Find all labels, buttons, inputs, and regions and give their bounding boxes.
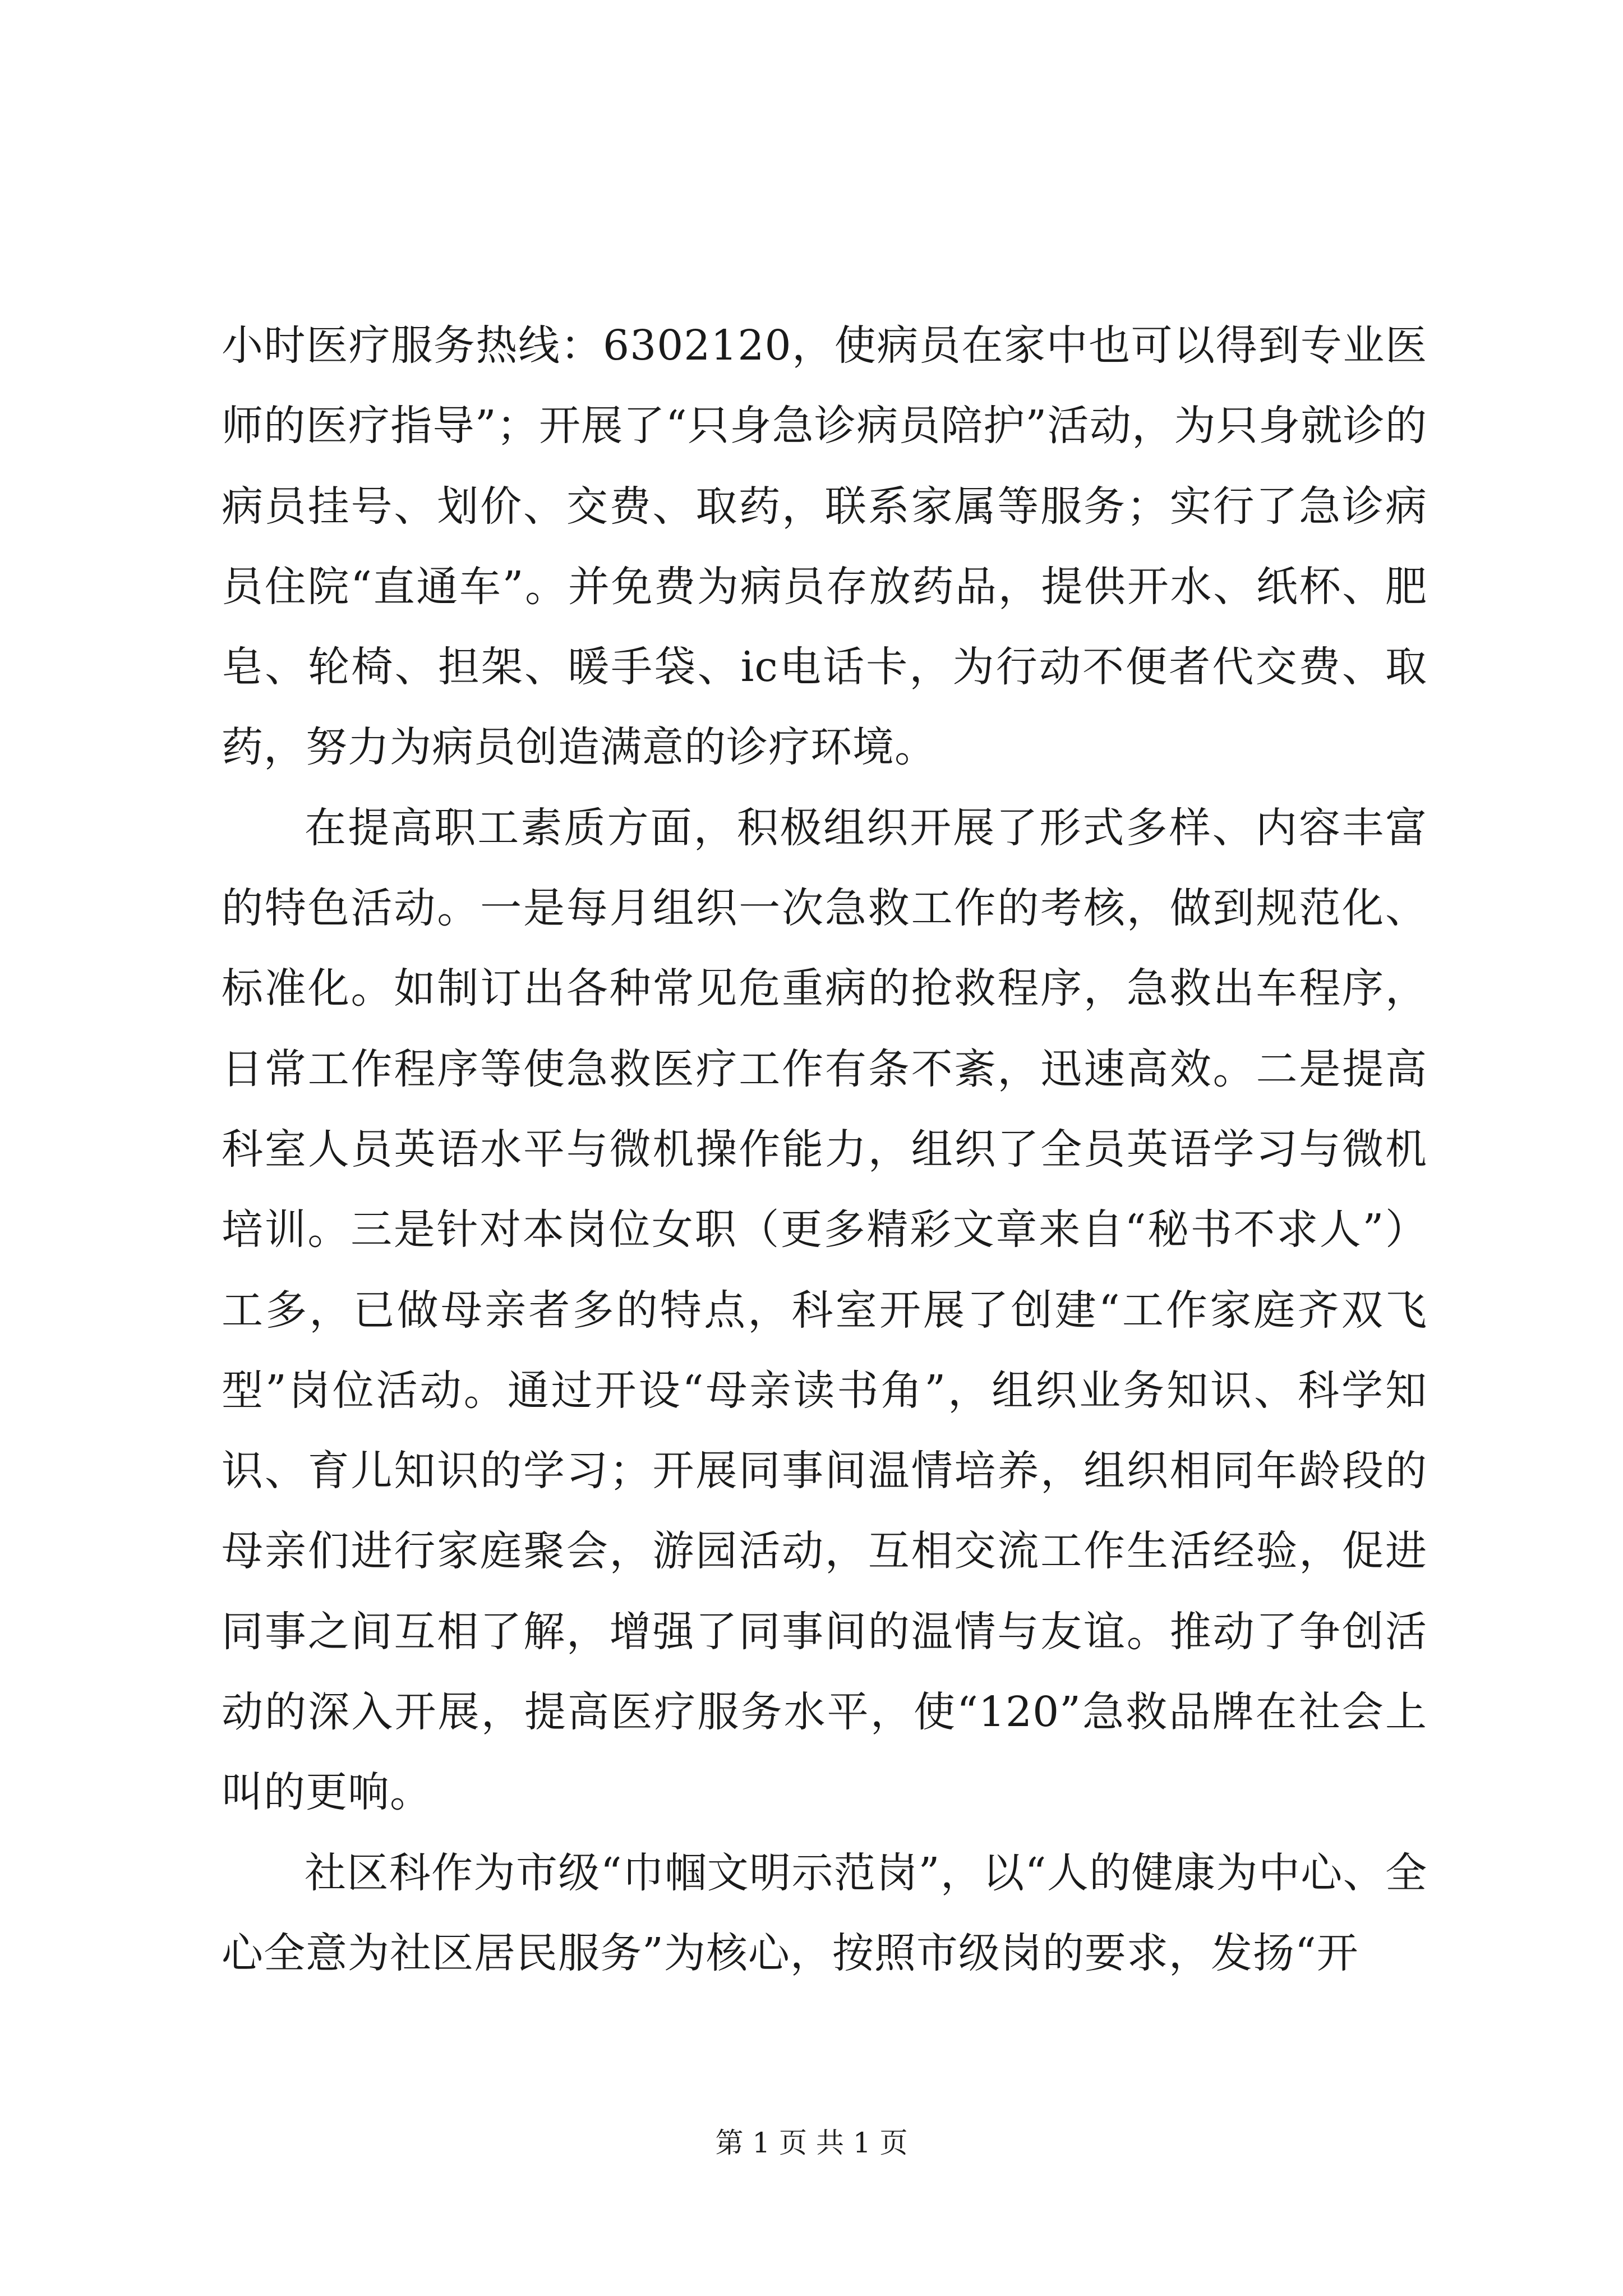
- paragraph-3: 社区科作为市级“巾帼文明示范岗”，以“人的健康为中心、全心全意为社区居民服务”为核心，按照市级岗的要求，发扬“开: [222, 1848, 1427, 1977]
- paragraph-1: 小时医疗服务热线：6302120，使病员在家中也可以得到专业医师的医疗指导”；开展了“只身急诊病员陪护”活动，为只身就诊的病员挂号、划价、交费、取药，联系家属等服务；实行了急诊病员住院“直通车”。并免费为病员存放药品，提供开水、纸杯、肥皂、轮椅、担架、暖手袋、ic电话卡，为行动不便者代交费、取药，努力为病员创造满意的诊疗环境。: [222, 321, 1427, 772]
- document-body: [222, 306, 1427, 1994]
- page-footer: 第 1 页 共 1 页: [715, 2127, 908, 2159]
- paragraph-2: 在提高职工素质方面，积极组织开展了形式多样、内容丰富的特色活动。一是每月组织一次急救工作的考核，做到规范化、标准化。如制订出各种常见危重病的抢救程序，急救出车程序，日常工作程序等使急救医疗工作有条不紊，迅速高效。二是提高科室人员英语水平与微机操作能力，组织了全员英语学习与微机培训。三是针对本岗位女职（更多精彩文章来自“秘书不求人”）工多，已做母亲者多的特点，科室开展了创建“工作家庭齐双飞型”岗位活动。通过开设“母亲读书角”，组织业务知识、科学知识、育儿知识的学习；开展同事间温情培养，组织相同年龄段的母亲们进行家庭聚会，游园活动，互相交流工作生活经验，促进同事之间互相了解，增强了同事间的温情与友谊。推动了争创活动的深入开展，提高医疗服务水平，使“120”急救品牌在社会上叫的更响。: [222, 803, 1427, 1817]
